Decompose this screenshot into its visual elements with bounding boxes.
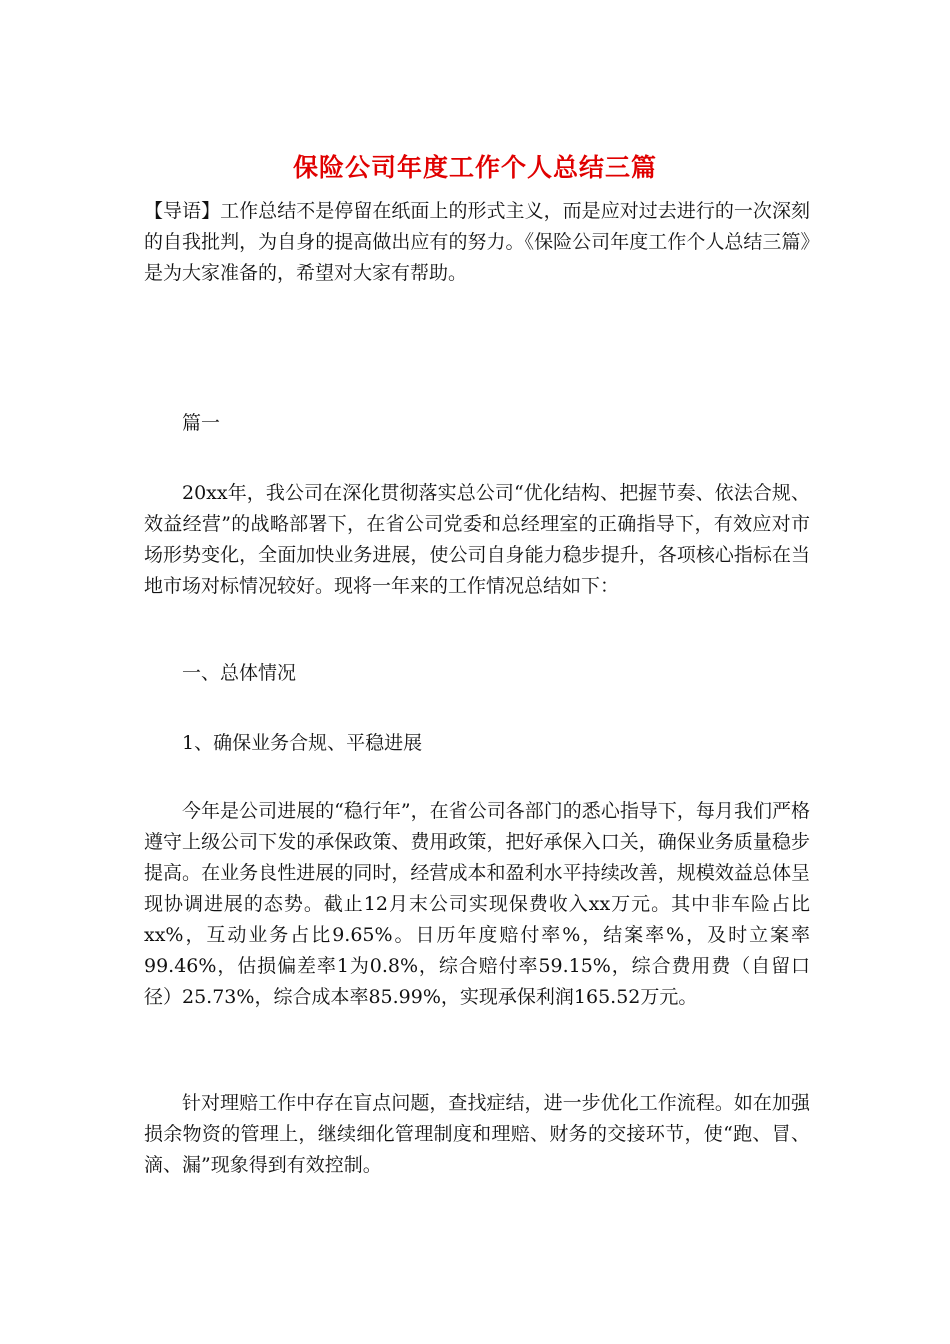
- section-label-block: [144, 408, 810, 439]
- heading-1-block: [144, 658, 810, 689]
- paragraph-2-block: [144, 796, 810, 1013]
- document-title: 保险公司年度工作个人总结三篇: [292, 153, 657, 182]
- heading-2-block: [144, 728, 810, 759]
- heading-compliance: 1、确保业务合规、平稳进展: [182, 732, 423, 754]
- intro-text: 【导语】工作总结不是停留在纸面上的形式主义，而是应对过去进行的一次深刻的自我批判，为自身的提高做出应有的努力。《保险公司年度工作个人总结三篇》是为大家准备的，希望对大家有帮助。: [144, 200, 810, 284]
- paragraph-1-block: [144, 478, 810, 602]
- intro-paragraph: [144, 196, 810, 289]
- paragraph-1: 20xx年，我公司在深化贯彻落实总公司“优化结构、把握节奏、依法合规、效益经营”的战略部署下，在省公司党委和总经理室的正确指导下，有效应对市场形势变化，全面加快业务进展，使公司自身能力稳步提升，各项核心指标在当地市场对标情况较好。现将一年来的工作情况总结如下：: [144, 482, 810, 597]
- paragraph-2: 今年是公司进展的“稳行年”，在省公司各部门的悉心指导下，每月我们严格遵守上级公司下发的承保政策、费用政策，把好承保入口关，确保业务质量稳步提高。在业务良性进展的同时，经营成本和盈利水平持续改善，规模效益总体呈现协调进展的态势。截止12月末公司实现保费收入xx万元。其中非车险占比xx%，互动业务占比9.65%。日历年度赔付率%，结案率%，及时立案率99.46%，估损偏差率1为0.8%，综合赔付率59.15%，综合费用费（自留口径）25.73%，综合成本率85.99%，实现承保利润165.52万元。: [144, 800, 810, 1008]
- paragraph-3-block: [144, 1088, 810, 1181]
- heading-overall: 一、总体情况: [182, 662, 297, 684]
- paragraph-3: 针对理赔工作中存在盲点问题，查找症结，进一步优化工作流程。如在加强损余物资的管理上，继续细化管理制度和理赔、财务的交接环节，使“跑、冒、滴、漏”现象得到有效控制。: [144, 1092, 810, 1176]
- section-label: 篇一: [182, 412, 221, 434]
